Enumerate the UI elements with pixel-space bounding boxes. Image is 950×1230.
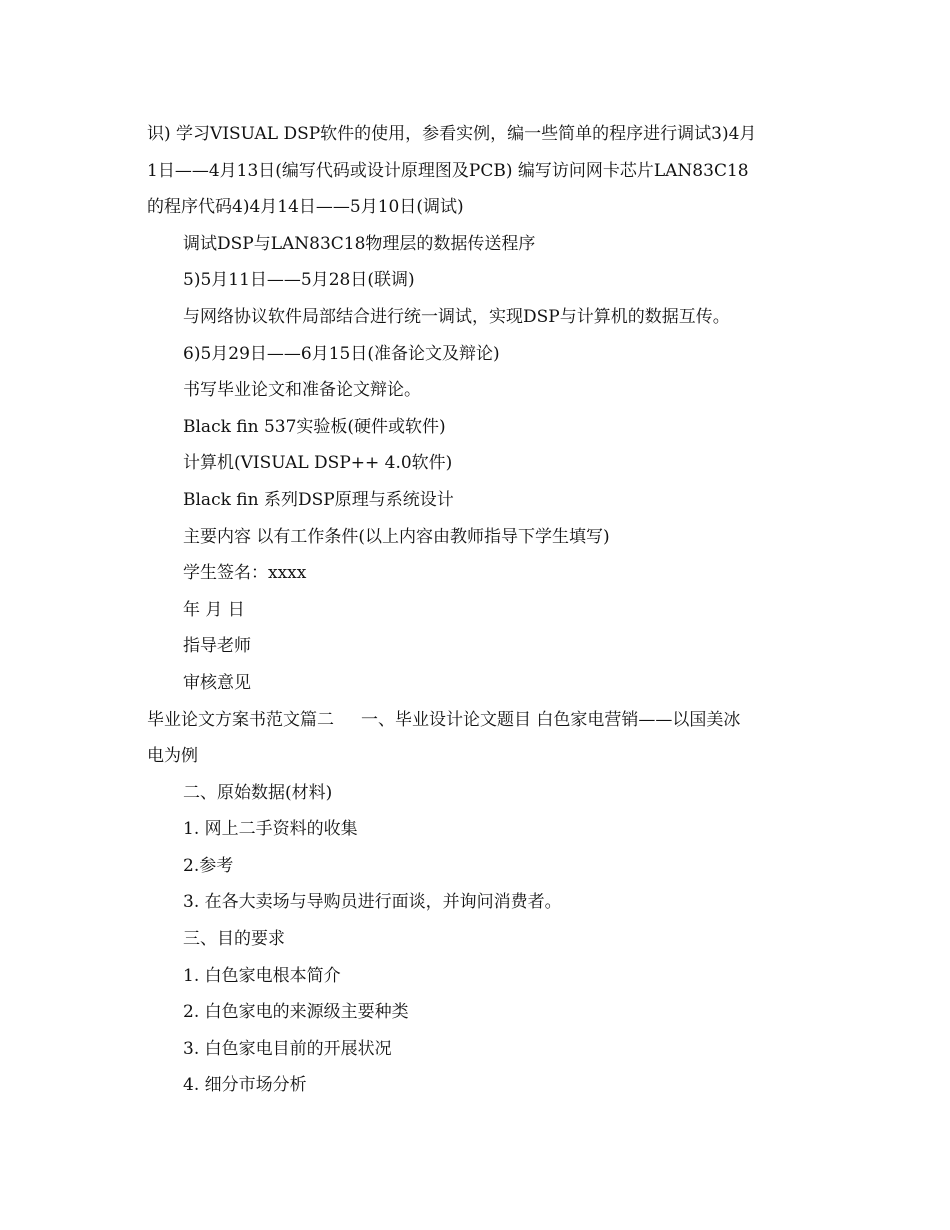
text-line: 计算机(VISUAL DSP++ 4.0软件) [183, 453, 453, 474]
text-line: 1. 网上二手资料的收集 [183, 819, 358, 840]
text-line: 主要内容 以有工作条件(以上内容由教师指导下学生填写) [183, 526, 610, 547]
text-line: 2.参考 [183, 855, 234, 876]
text-line: 学生签名：xxxx [183, 563, 307, 584]
text-line: 的程序代码4)4月14日——5月10日(调试) [147, 197, 464, 218]
text-line: 5)5月11日——5月28日(联调) [183, 270, 415, 291]
text-line: Black fin 系列DSP原理与系统设计 [183, 489, 454, 510]
document-body [147, 116, 817, 1104]
text-line: 6)5月29日——6月15日(准备论文及辩论) [183, 343, 500, 364]
text-line: 与网络协议软件局部结合进行统一调试，实现DSP与计算机的数据互传。 [183, 306, 730, 327]
text-line: 调试DSP与LAN83C18物理层的数据传送程序 [183, 233, 536, 254]
text-line: 年 月 日 [183, 599, 245, 620]
text-line: 毕业论文方案书范文篇二 一、毕业设计论文题目 白色家电营销——以国美冰 [147, 709, 741, 730]
text-line: 二、原始数据(材料) [183, 782, 333, 803]
text-line: Black fin 537实验板(硬件或软件) [183, 416, 446, 437]
text-line: 3. 在各大卖场与导购员进行面谈，并询问消费者。 [183, 892, 562, 913]
text-line: 2. 白色家电的来源级主要种类 [183, 1002, 409, 1023]
text-line: 电为例 [147, 746, 198, 767]
text-line: 指导老师 [183, 636, 251, 657]
text-line: 3. 白色家电目前的开展状况 [183, 1038, 392, 1059]
text-line: 三、目的要求 [183, 929, 285, 950]
text-line: 4. 细分市场分析 [183, 1075, 307, 1096]
text-line: 1日——4月13日(编写代码或设计原理图及PCB) 编写访问网卡芯片LAN83C18 [147, 160, 749, 181]
text-line: 识) 学习VISUAL DSP软件的使用，参看实例，编一些简单的程序进行调试3)4月 [147, 124, 757, 144]
text-line: 1. 白色家电根本简介 [183, 965, 341, 986]
text-line: 书写毕业论文和准备论文辩论。 [183, 380, 421, 401]
text-line: 审核意见 [183, 672, 251, 693]
